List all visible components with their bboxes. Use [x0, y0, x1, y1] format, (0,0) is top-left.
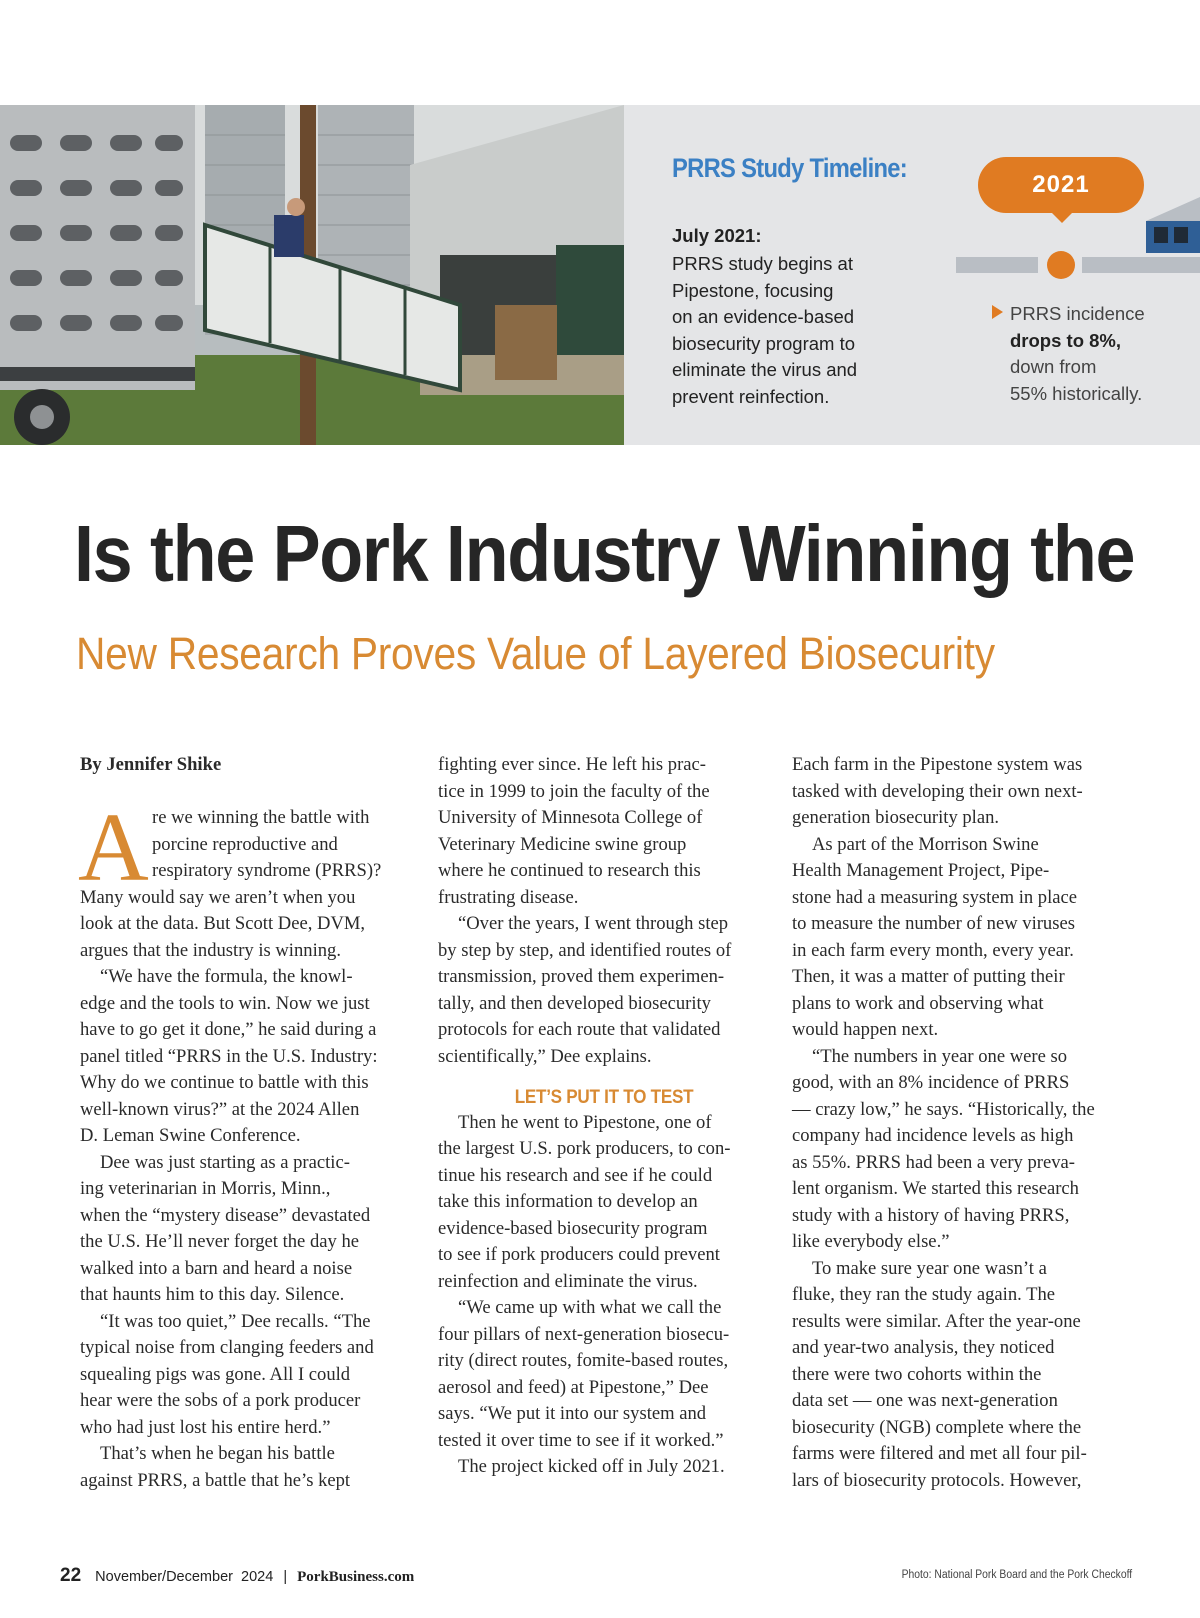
text-line: tasked with developing their own next-	[792, 780, 1083, 802]
text-line: scientifically,” Dee explains.	[438, 1045, 652, 1067]
text-line: tested it over time to see if it worked.”	[438, 1429, 724, 1451]
stat-line: down from	[1010, 356, 1097, 377]
text-line: biosecurity (NGB) complete where the	[792, 1416, 1082, 1438]
text-line: would happen next.	[792, 1019, 939, 1040]
text-line: Veterinary Medicine swine group	[438, 833, 687, 855]
byline: By Jennifer Shike	[80, 754, 222, 775]
paragraph	[438, 1454, 770, 1481]
paragraph	[438, 752, 770, 911]
text-line: PRRS study begins at	[672, 253, 853, 274]
timeline-title: PRRS Study Timeline:	[672, 153, 908, 183]
text-line: ing veterinarian in Morris, Minn.,	[80, 1178, 331, 1199]
barn-icon	[1146, 193, 1200, 253]
paragraph	[792, 832, 1132, 1044]
text-line: well-known virus?” at the 2024 Allen	[80, 1098, 360, 1120]
stat-line: PRRS incidence	[1010, 303, 1145, 324]
paragraph	[792, 1044, 1132, 1256]
text-line: biosecurity program to	[672, 332, 856, 354]
timeline-date: July 2021:	[672, 225, 762, 246]
page-footer	[60, 1565, 414, 1587]
article-subheadline: New Research Proves Value of Layered Biosecurity	[76, 628, 995, 679]
text-line: plans to work and observing what	[792, 992, 1044, 1014]
spacer	[438, 1070, 770, 1083]
prrs-timeline-panel	[624, 105, 1200, 445]
text-line: study with a history of having PRRS,	[792, 1204, 1070, 1226]
drop-cap: A	[78, 794, 149, 902]
hero-photo	[0, 105, 624, 445]
photo-credit: Photo: National Pork Board and the Pork Checkoff	[901, 1569, 1132, 1581]
text-line: and year-two analysis, they noticed	[792, 1337, 1055, 1358]
header-banner	[0, 105, 1200, 445]
text-line: the U.S. He’ll never forget the day he	[80, 1231, 359, 1252]
text-line: re we winning the battle with	[152, 807, 370, 828]
text-line: To make sure year one wasn’t a	[812, 1257, 1047, 1279]
text-line: aerosol and feed) at Pipestone,” Dee	[438, 1376, 709, 1398]
text-line: D. Leman Swine Conference.	[80, 1125, 301, 1146]
text-line: the largest U.S. pork producers, to con-	[438, 1138, 731, 1159]
text-line: “The numbers in year one were so	[812, 1045, 1068, 1067]
text-line: lent organism. We started this research	[792, 1178, 1079, 1199]
text-line: company had incidence levels as high	[792, 1125, 1074, 1146]
text-line: take this information to develop an	[438, 1191, 698, 1212]
stat-line-bold	[1010, 328, 1180, 355]
barn-trailer-photo	[0, 105, 624, 445]
timeline-marker-dot	[1047, 251, 1075, 279]
text-line: Each farm in the Pipestone system was	[792, 754, 1083, 775]
text-line: Then, it was a matter of putting their	[792, 966, 1065, 987]
text-line: stone had a measuring system in place	[792, 886, 1078, 908]
stat-highlight: drops to 8%,	[1010, 329, 1122, 351]
text-line: where he continued to research this	[438, 860, 701, 881]
text-line: argues that the industry is winning.	[80, 939, 341, 961]
text-line: “Over the years, I went through step	[458, 913, 729, 934]
triangle-bullet-icon	[992, 305, 1003, 319]
issue-date: November/December 2024	[95, 1569, 274, 1585]
text-line: to see if pork producers could prevent	[438, 1244, 720, 1265]
text-line: “We have the formula, the knowl-	[100, 966, 353, 987]
text-line: “We came up with what we call the	[458, 1297, 722, 1318]
text-line: Many would say we aren’t when you	[80, 886, 356, 908]
text-line: tinue his research and see if he could	[438, 1164, 713, 1186]
text-line: like everybody else.”	[792, 1231, 950, 1252]
paragraph	[792, 1256, 1132, 1495]
text-line: prevent reinfection.	[672, 385, 830, 407]
text-line: good, with an 8% incidence of PRRS	[792, 1072, 1070, 1093]
paragraph	[438, 911, 770, 1070]
timeline-track	[956, 257, 1038, 273]
text-line: As part of the Morrison Swine	[812, 833, 1039, 855]
bubble-tail	[1050, 211, 1074, 223]
text-line: transmission, proved them experimen-	[438, 966, 725, 987]
text-line: Then he went to Pipestone, one of	[458, 1111, 712, 1133]
text-line: walked into a barn and heard a noise	[80, 1257, 353, 1279]
text-line: when the “mystery disease” devastated	[80, 1204, 371, 1226]
text-line: squealing pigs was gone. All I could	[80, 1363, 351, 1385]
website-link[interactable]: PorkBusiness.com	[297, 1569, 415, 1585]
text-line: in each farm every month, every year.	[792, 939, 1074, 961]
text-line: that haunts him to this day. Silence.	[80, 1284, 345, 1305]
timeline-track	[1082, 257, 1200, 273]
article-headline: Is the Pork Industry Winning the	[74, 509, 1135, 598]
text-line: tice in 1999 to join the faculty of the	[438, 780, 710, 802]
text-line: Dee was just starting as a practic-	[100, 1151, 350, 1173]
timeline-stat	[1010, 301, 1180, 407]
year-bubble: 2021	[978, 157, 1144, 213]
text-line: panel titled “PRRS in the U.S. Industry:	[80, 1045, 378, 1067]
text-line: by step by step, and identified routes of	[438, 939, 732, 961]
text-line: have to go get it done,” he said during a	[80, 1019, 377, 1040]
section-heading: LET’S PUT IT TO TEST	[514, 1087, 694, 1108]
text-line: four pillars of next-generation biosecu-	[438, 1323, 730, 1345]
text-line: rity (direct routes, fomite-based routes,	[438, 1350, 729, 1371]
text-line: tally, and then developed biosecurity	[438, 992, 711, 1014]
text-line: frustrating disease.	[438, 886, 579, 908]
paragraph	[80, 1441, 410, 1494]
footer-separator: |	[283, 1569, 288, 1585]
text-line: Health Management Project, Pipe-	[792, 860, 1050, 881]
text-line: on an evidence-based	[672, 306, 855, 327]
text-line: — crazy low,” he says. “Historically, the	[792, 1098, 1095, 1120]
text-line: data set — one was next-generation	[792, 1390, 1058, 1411]
text-line: That’s when he began his battle	[100, 1443, 335, 1464]
text-line: University of Minnesota College of	[438, 807, 703, 828]
article-column-1	[80, 752, 410, 1494]
text-line: generation biosecurity plan.	[792, 807, 1000, 828]
text-line: The project kicked off in July 2021.	[458, 1456, 725, 1477]
text-line: who had just lost his entire herd.”	[80, 1416, 331, 1438]
text-line: hear were the sobs of a pork producer	[80, 1390, 361, 1411]
article-column-3	[792, 752, 1132, 1494]
paragraph	[438, 1110, 770, 1296]
text-line: evidence-based biosecurity program	[438, 1217, 708, 1239]
paragraph	[438, 1295, 770, 1454]
stat-line: 55% historically.	[1010, 382, 1143, 404]
text-line: results were similar. After the year-one	[792, 1310, 1081, 1332]
text-line: porcine reproductive and	[152, 833, 338, 855]
text-line: as 55%. PRRS had been a very preva-	[792, 1151, 1075, 1173]
paragraph	[80, 1150, 410, 1309]
timeline-description	[672, 251, 892, 410]
article-column-2	[438, 752, 770, 1481]
text-line: reinfection and eliminate the virus.	[438, 1270, 698, 1292]
paragraph	[792, 752, 1132, 832]
text-line: fluke, they ran the study again. The	[792, 1284, 1055, 1305]
text-line: says. “We put it into our system and	[438, 1403, 707, 1424]
text-line: eliminate the virus and	[672, 359, 858, 380]
text-line: protocols for each route that validated	[438, 1019, 721, 1040]
paragraph	[80, 964, 410, 1150]
text-line: against PRRS, a battle that he’s kept	[80, 1469, 351, 1491]
text-line: farms were filtered and met all four pil-	[792, 1443, 1087, 1464]
opening-paragraph	[78, 794, 410, 964]
text-line: lars of biosecurity protocols. However,	[792, 1469, 1082, 1491]
text-line: Pipestone, focusing	[672, 279, 834, 301]
text-line: to measure the number of new viruses	[792, 913, 1075, 934]
text-line: there were two cohorts within the	[792, 1363, 1042, 1385]
text-line: respiratory syndrome (PRRS)?	[152, 860, 382, 881]
text-line: fighting ever since. He left his prac-	[438, 754, 706, 775]
text-line: “It was too quiet,” Dee recalls. “The	[100, 1310, 371, 1332]
text-line: typical noise from clanging feeders and	[80, 1337, 374, 1358]
paragraph	[80, 1309, 410, 1442]
page-number: 22	[60, 1565, 82, 1586]
text-line: look at the data. But Scott Dee, DVM,	[80, 913, 366, 934]
text-line: edge and the tools to win. Now we just	[80, 992, 370, 1014]
text-line: Why do we continue to battle with this	[80, 1072, 369, 1093]
